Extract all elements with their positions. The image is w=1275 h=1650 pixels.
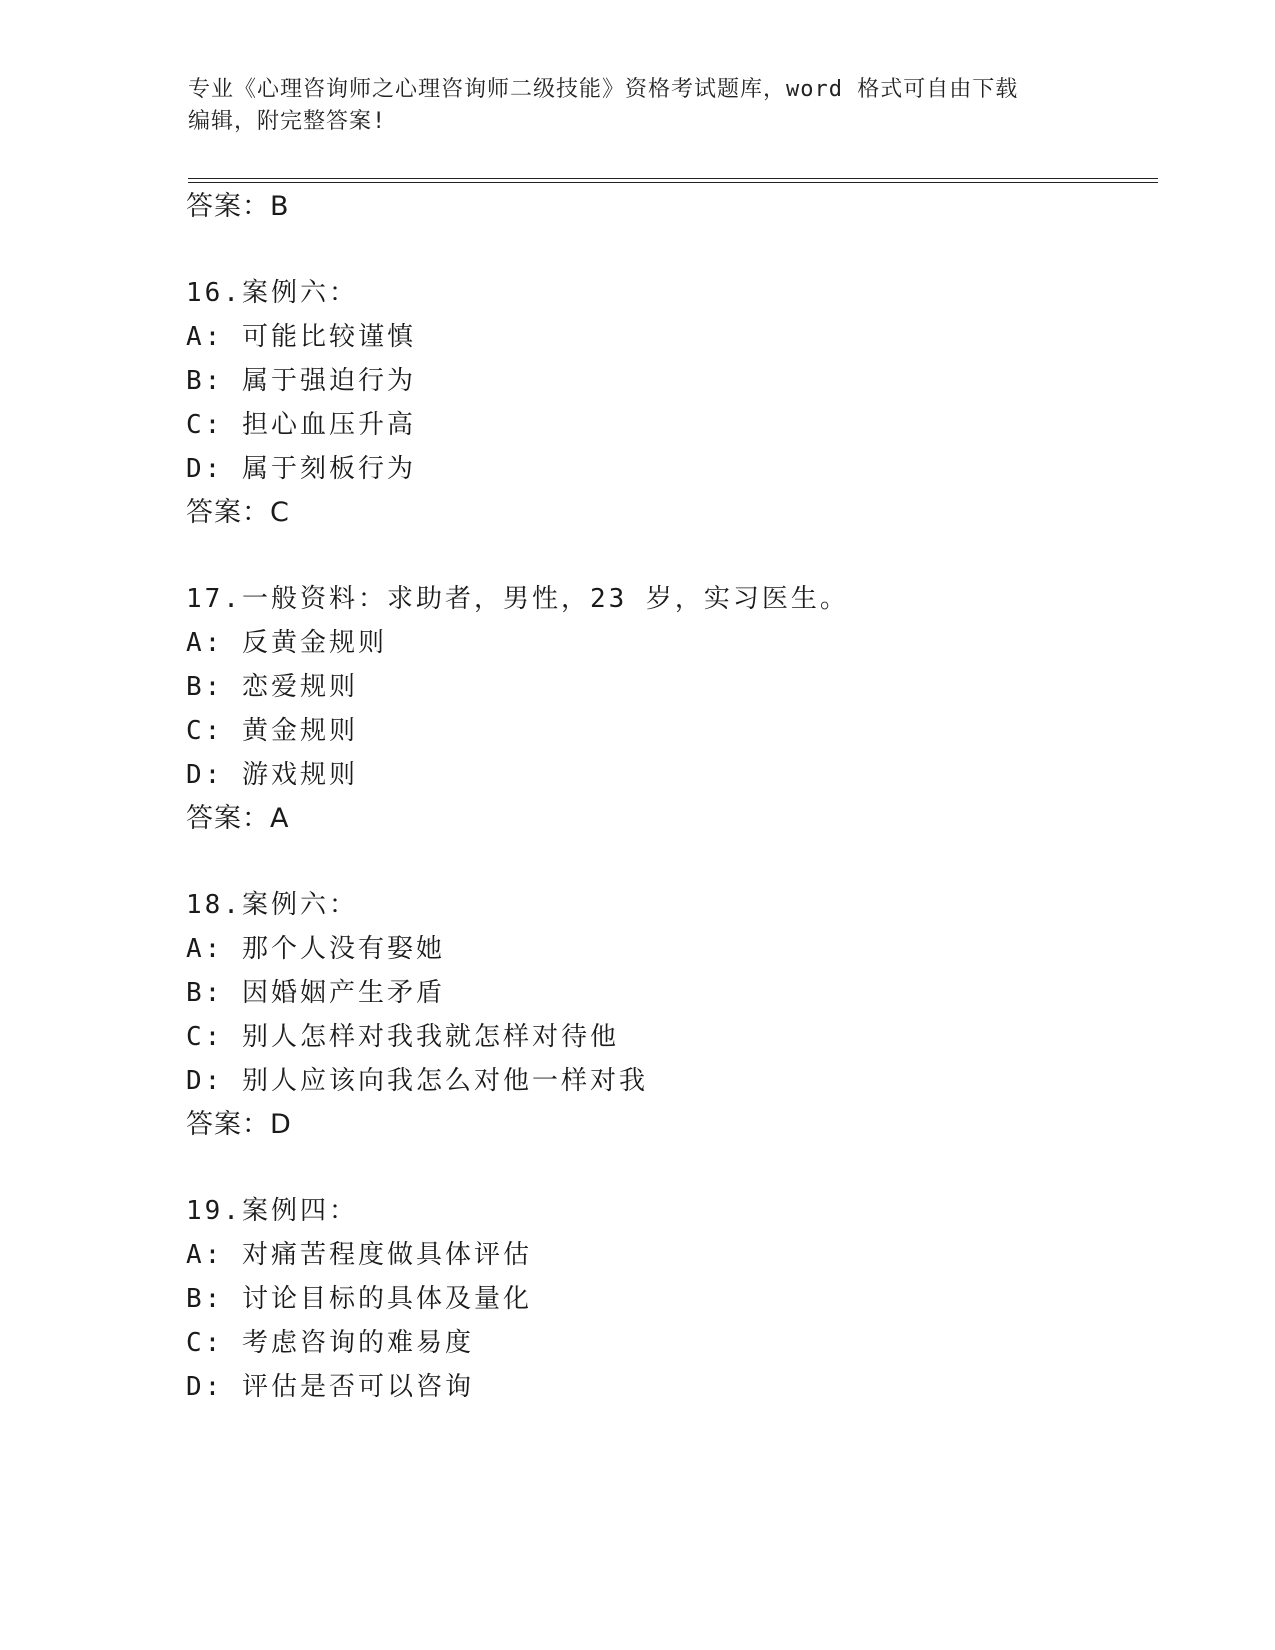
option-c: C: 黄金规则 [186, 716, 358, 746]
header-line-1: 专业《心理咨询师之心理咨询师二级技能》资格考试题库，word 格式可自由下载 [188, 77, 1019, 102]
question-title: 19.案例四： [186, 1196, 358, 1226]
option-a: A: 对痛苦程度做具体评估 [186, 1240, 532, 1270]
header-line-2: 编辑，附完整答案! [188, 109, 387, 134]
answer-line: 答案：D [186, 1109, 292, 1140]
option-d: D: 属于刻板行为 [186, 454, 416, 484]
header-divider [188, 178, 1158, 183]
document-header [188, 74, 1088, 138]
answer-line: 答案：B [186, 191, 290, 222]
option-a: A: 可能比较谨慎 [186, 322, 416, 352]
question-title: 17.一般资料：求助者，男性，23 岁，实习医生。 [186, 584, 849, 614]
option-d: D: 游戏规则 [186, 760, 358, 790]
option-b: B: 恋爱规则 [186, 672, 358, 702]
answer-line: 答案：C [186, 497, 290, 528]
question-title: 18.案例六： [186, 890, 358, 920]
option-d: D: 别人应该向我怎么对他一样对我 [186, 1066, 648, 1096]
option-a: A: 反黄金规则 [186, 628, 387, 658]
question-title: 16.案例六： [186, 278, 358, 308]
option-d: D: 评估是否可以咨询 [186, 1372, 474, 1402]
answer-line: 答案：A [186, 803, 290, 834]
option-b: B: 讨论目标的具体及量化 [186, 1284, 532, 1314]
option-b: B: 属于强迫行为 [186, 366, 416, 396]
option-a: A: 那个人没有娶她 [186, 934, 445, 964]
option-c: C: 考虑咨询的难易度 [186, 1328, 474, 1358]
option-c: C: 别人怎样对我我就怎样对待他 [186, 1022, 619, 1052]
option-c: C: 担心血压升高 [186, 410, 416, 440]
option-b: B: 因婚姻产生矛盾 [186, 978, 445, 1008]
